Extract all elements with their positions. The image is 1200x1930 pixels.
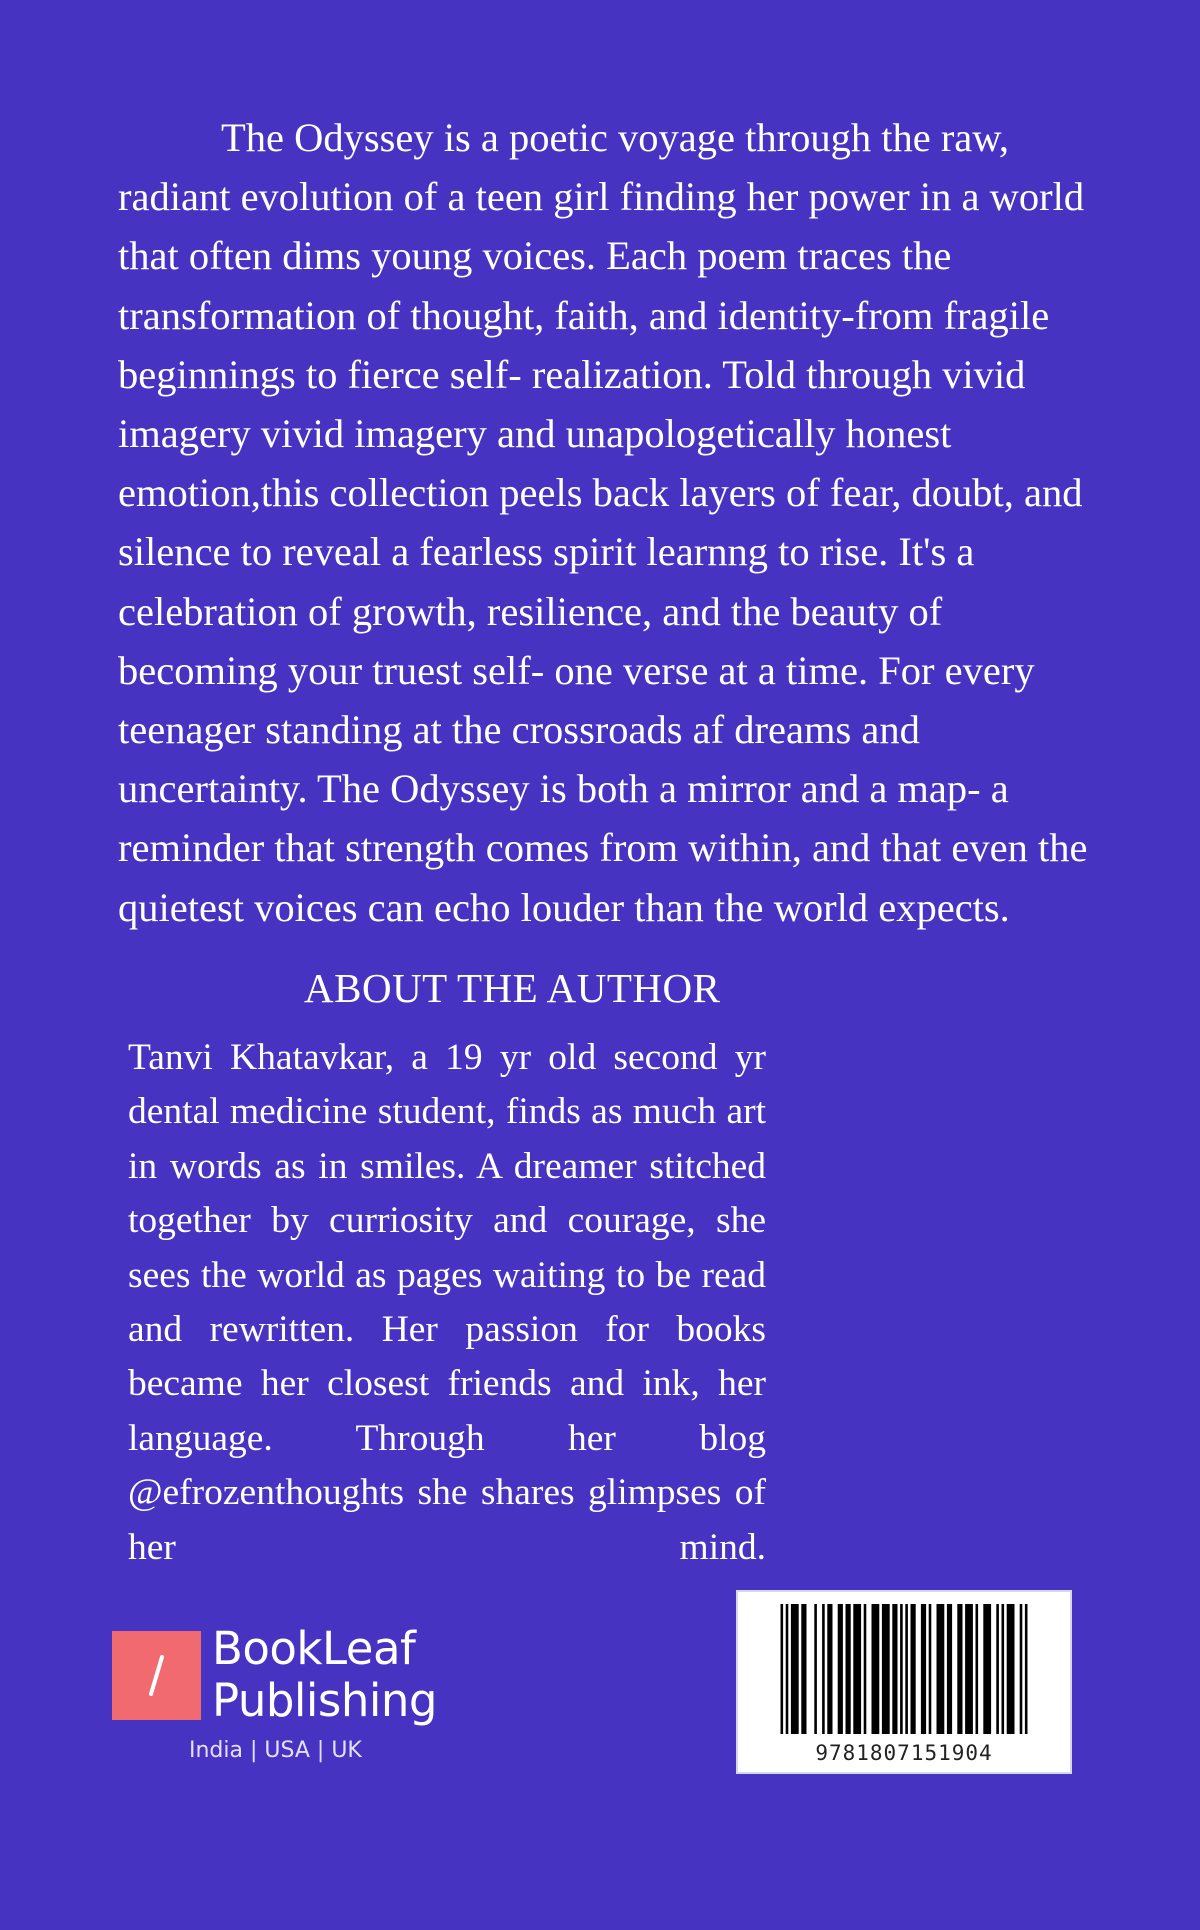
barcode-bar <box>965 1604 973 1734</box>
publisher-name <box>212 1623 437 1727</box>
barcode-bars <box>738 1592 1070 1740</box>
barcode-bar <box>838 1604 843 1734</box>
barcode-bar <box>911 1604 916 1734</box>
barcode-bar <box>929 1604 932 1734</box>
barcode-bar <box>853 1604 861 1734</box>
barcode-bar <box>791 1604 799 1734</box>
publisher-logo <box>112 1622 512 1781</box>
barcode-bar <box>892 1604 897 1734</box>
barcode-bar <box>957 1604 962 1734</box>
barcode-bar <box>947 1604 952 1734</box>
back-cover-blurb <box>118 108 1088 937</box>
barcode-bar <box>872 1604 880 1734</box>
barcode-bar <box>1002 1604 1005 1734</box>
publisher-name-line1: BookLeaf <box>212 1622 416 1675</box>
about-author-heading: ABOUT THE AUTHOR <box>304 965 721 1011</box>
barcode-bar <box>976 1604 979 1734</box>
barcode-bar <box>864 1604 867 1734</box>
isbn-number: 9781807151904 <box>815 1741 993 1765</box>
barcode-bar <box>921 1604 926 1734</box>
barcode-bar <box>983 1604 991 1734</box>
author-bio: Tanvi Khatavkar, a 19 yr old second yr dental medicine student, finds as much art in words as in smiles. A dreamer stitched together by curriosity and courage, she sees the world as pages waiting to be read and rewritten. Her passion for books became her closest friends and ink, her language. Through her blog @efrozenthoughts she shares glimpses of her mind. <box>128 1037 766 1568</box>
barcode-bar <box>781 1604 784 1734</box>
publisher-name-line2: Publishing <box>212 1674 437 1727</box>
blurb-text: The Odyssey is a poetic voyage through the raw, radiant evolution of a teen girl finding her power in a world that often dims young voices. Each poem traces the transformation of thought, faith, and identity-from fragile beginnings to fierce self- realization. Told through vivid imagery vivid imagery and unapologetically honest emotion,this collection peels back layers of fear, doubt, and silence to reveal a fearless spirit learnng to rise. It's a celebration of growth, resilience, and the beauty of becoming your truest self- one verse at a time. For every teenager standing at the crossroads af dreams and uncertainty. The Odyssey is both a mirror and a map- a reminder that strength comes from within, and that even the quietest voices can echo louder than the world expects. <box>118 115 1088 930</box>
barcode-bar <box>801 1604 806 1734</box>
barcode-bar <box>846 1604 851 1734</box>
barcode-bar <box>1025 1604 1028 1734</box>
barcode-bar <box>814 1604 817 1734</box>
barcode-bar <box>996 1604 999 1734</box>
barcode-bar <box>900 1604 903 1734</box>
barcode-bar <box>882 1604 890 1734</box>
barcode-bar <box>827 1604 832 1734</box>
barcode-bar <box>1020 1604 1023 1734</box>
barcode-bar <box>1007 1604 1015 1734</box>
barcode-bar <box>786 1604 789 1734</box>
barcode-bar <box>822 1604 825 1734</box>
barcode-bar <box>905 1604 908 1734</box>
publisher-regions: India | USA | UK <box>189 1738 362 1763</box>
isbn-barcode <box>736 1590 1072 1774</box>
barcode-bar <box>937 1604 945 1734</box>
slash-logo-icon <box>112 1631 201 1720</box>
